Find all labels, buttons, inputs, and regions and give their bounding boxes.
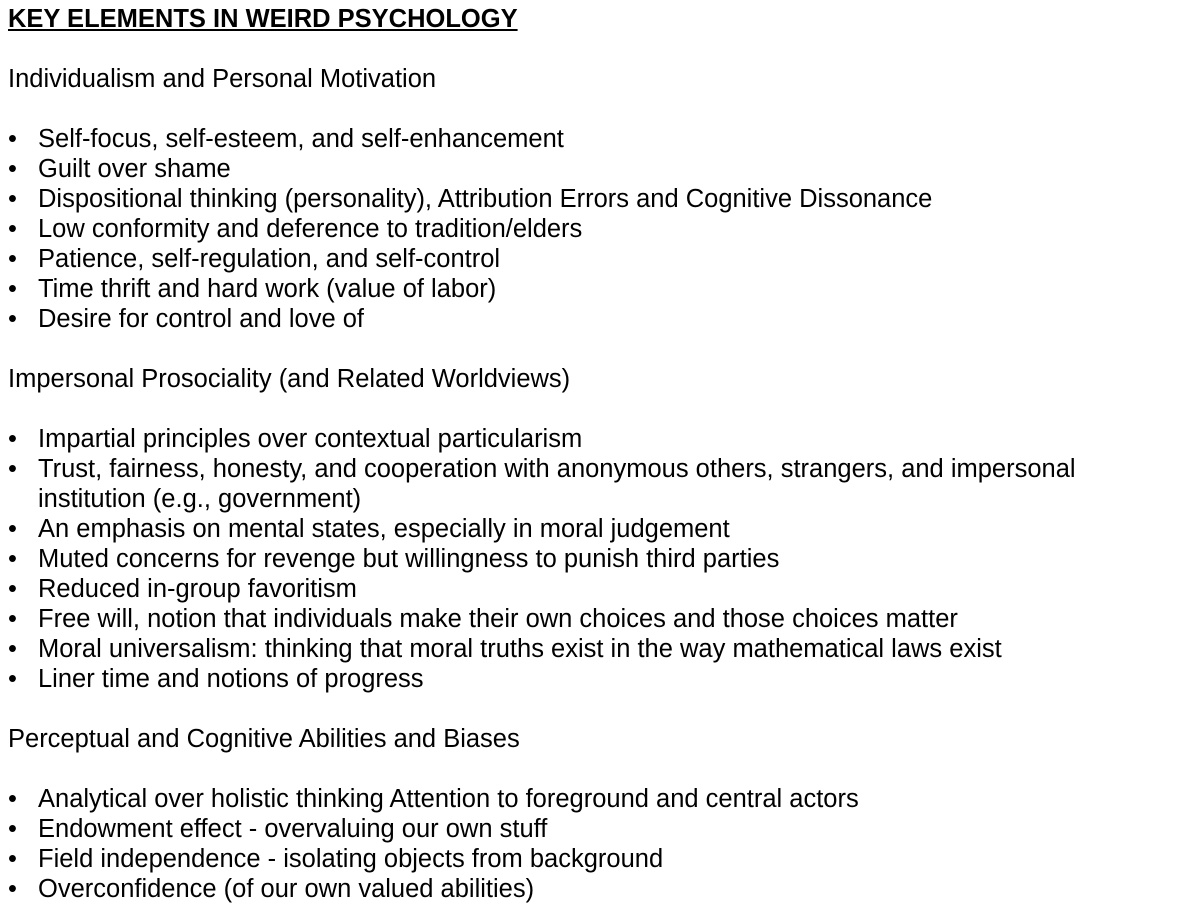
bullet-icon: • [8,215,17,243]
list-item [8,874,1172,904]
list-item-text: Reduced in-group favoritism [38,575,357,603]
bullet-icon: • [8,275,17,303]
list-item [8,424,1172,454]
bullet-list [8,784,1178,904]
bullet-icon: • [8,575,17,603]
list-item [8,664,1172,694]
bullet-list [8,424,1178,694]
list-item-text: Guilt over shame [38,155,231,183]
bullet-icon: • [8,545,17,573]
list-item [8,514,1172,544]
list-item [8,184,1172,214]
list-item-text: Time thrift and hard work (value of labor) [38,275,497,303]
list-item [8,814,1172,844]
list-item-text: Self-focus, self-esteem, and self-enhancement [38,125,564,153]
section-heading: Perceptual and Cognitive Abilities and Biases [8,725,520,753]
bullet-icon: • [8,785,17,813]
list-item-text: Field independence - isolating objects from background [38,845,664,873]
list-item [8,454,1172,514]
list-item-text: Liner time and notions of progress [38,665,424,693]
bullet-icon: • [8,845,17,873]
list-item-text: Free will, notion that individuals make their own choices and those choices matter [38,605,958,633]
document-title: KEY ELEMENTS IN WEIRD PSYCHOLOGY [8,5,518,33]
list-item-text: Low conformity and deference to tradition/elders [38,215,583,243]
list-item [8,544,1172,574]
bullet-list [8,124,1178,334]
list-item-text: Desire for control and love of [38,305,364,333]
list-item [8,274,1172,304]
list-item [8,784,1172,814]
list-item [8,214,1172,244]
bullet-icon: • [8,185,17,213]
list-item-text: Dispositional thinking (personality), Attribution Errors and Cognitive Dissonance [38,185,933,213]
bullet-icon: • [8,605,17,633]
list-item-text: Moral universalism: thinking that moral truths exist in the way mathematical laws exist [38,635,1002,663]
list-item-text: Trust, fairness, honesty, and cooperation with anonymous others, strangers, and impersonal institution (e.g., government) [38,455,1076,513]
list-item-text: Overconfidence (of our own valued abilities) [38,875,535,903]
list-item [8,304,1172,334]
list-item [8,634,1172,664]
list-item-text: Patience, self-regulation, and self-control [38,245,501,273]
list-item [8,604,1172,634]
bullet-icon: • [8,515,17,543]
list-item [8,124,1172,154]
bullet-icon: • [8,455,17,483]
section-heading: Impersonal Prosociality (and Related Worldviews) [8,365,571,393]
bullet-icon: • [8,245,17,273]
bullet-icon: • [8,815,17,843]
list-item [8,574,1172,604]
list-item-text: An emphasis on mental states, especially in moral judgement [38,515,730,543]
list-item-text: Endowment effect - overvaluing our own stuff [38,815,548,843]
bullet-icon: • [8,125,17,153]
bullet-icon: • [8,635,17,663]
bullet-icon: • [8,665,17,693]
bullet-icon: • [8,425,17,453]
list-item [8,244,1172,274]
bullet-icon: • [8,875,17,903]
list-item [8,154,1172,184]
list-item [8,844,1172,874]
list-item-text: Impartial principles over contextual particularism [38,425,583,453]
section-individualism [8,64,1178,334]
section-impersonal-prosociality [8,364,1178,694]
section-perceptual-cognitive [8,724,1178,904]
list-item-text: Analytical over holistic thinking Attention to foreground and central actors [38,785,859,813]
section-heading: Individualism and Personal Motivation [8,65,437,93]
list-item-text: Muted concerns for revenge but willingness to punish third parties [38,545,780,573]
bullet-icon: • [8,155,17,183]
bullet-icon: • [8,305,17,333]
